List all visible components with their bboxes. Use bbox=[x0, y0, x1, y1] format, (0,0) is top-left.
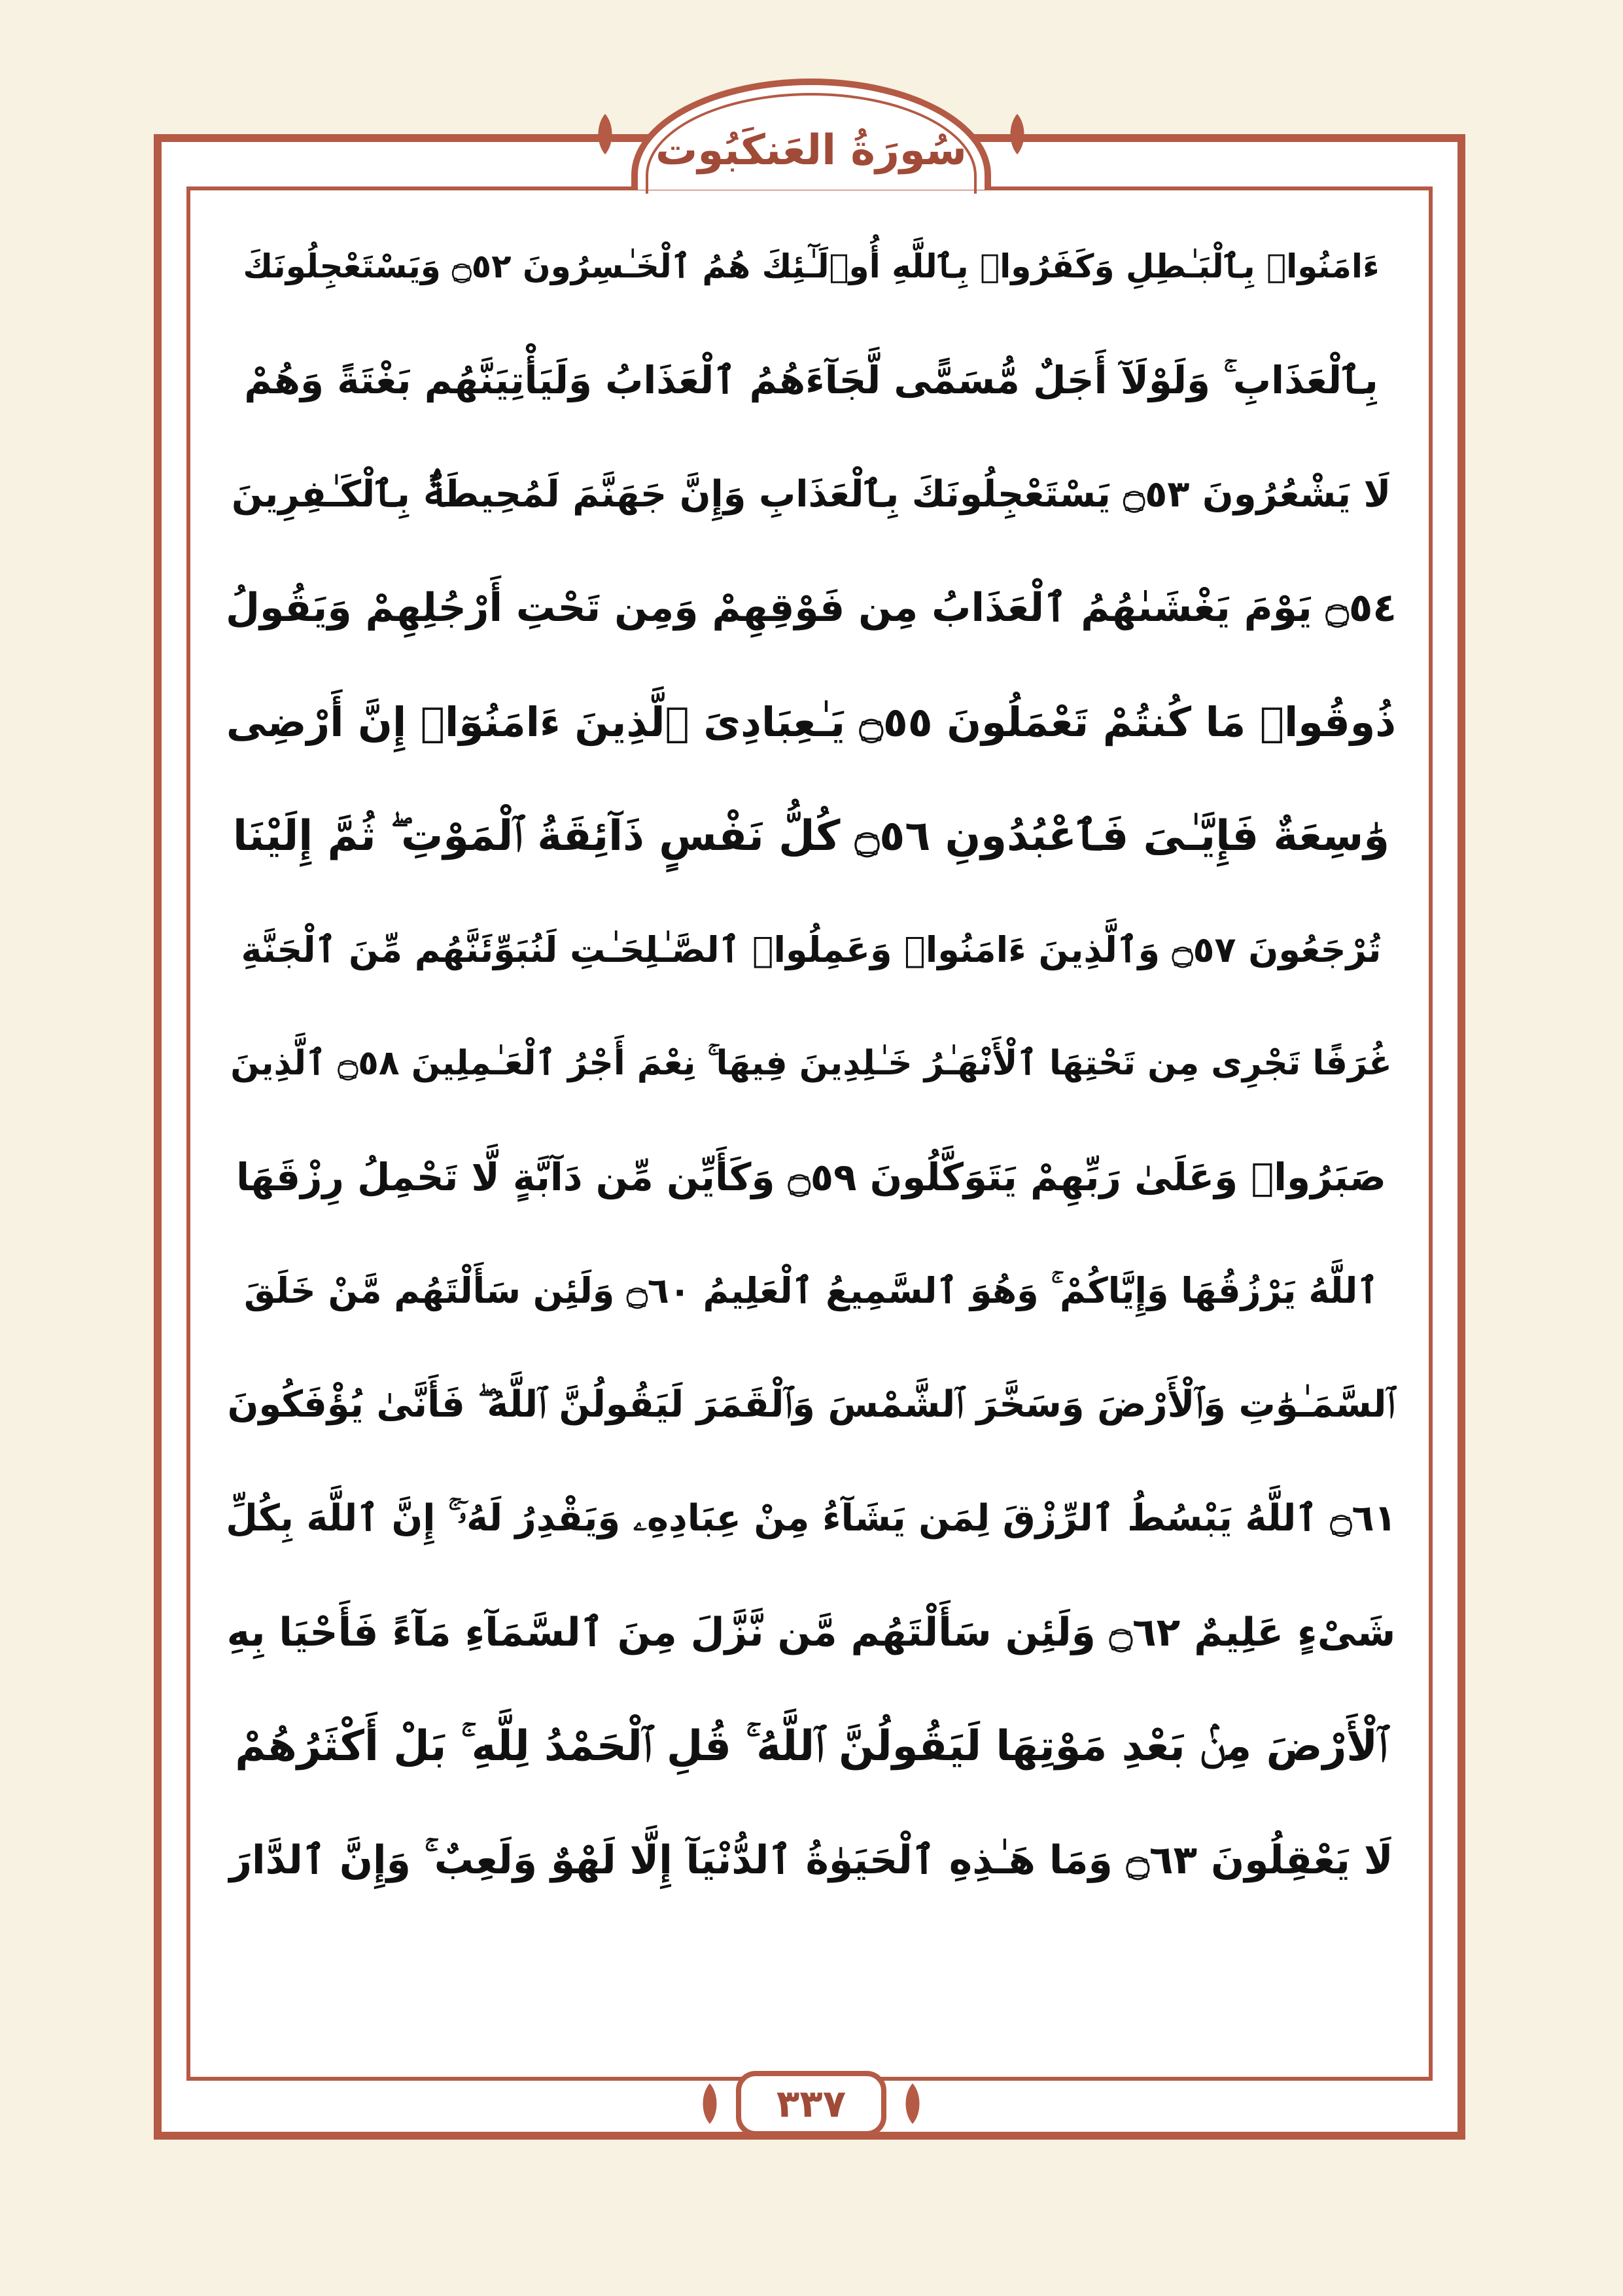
text-line: لَا يَشْعُرُونَ ۝٥٣ يَسْتَعْجِلُونَكَ بِٱلْعَذَابِ وَإِنَّ جَهَنَّمَ لَمُحِيطَةٌۢ بِٱلْكَـٰفِرِينَ bbox=[231, 472, 1391, 516]
right-footer-ornament-icon bbox=[899, 2081, 926, 2127]
text-line: ٱللَّهُ يَرْزُقُهَا وَإِيَّاكُمْ ۚ وَهُوَ ٱلسَّمِيعُ ٱلْعَلِيمُ ۝٦٠ وَلَئِن سَأَلْتَهُم مَّنْ خَلَقَ bbox=[244, 1270, 1378, 1311]
text-line: ۝٦١ ٱللَّهُ يَبْسُطُ ٱلرِّزْقَ لِمَن يَشَآءُ مِنْ عِبَادِهِۦ وَيَقْدِرُ لَهُۥٓ ۚ إِنَّ ٱللَّهَ بِكُلِّ bbox=[226, 1497, 1397, 1540]
surah-header-cartouche bbox=[631, 79, 991, 190]
text-line: ۝٥٤ يَوْمَ يَغْشَىٰهُمُ ٱلْعَذَابُ مِن فَوْقِهِمْ وَمِن تَحْتِ أَرْجُلِهِمْ وَيَقُولُ bbox=[226, 585, 1397, 631]
text-line: بِٱلْعَذَابِ ۚ وَلَوْلَآ أَجَلٌ مُّسَمًّى لَّجَآءَهُمُ ٱلْعَذَابُ وَلَيَأْتِيَنَّهُم بَغْتَةً وَهُمْ bbox=[244, 357, 1378, 402]
text-line: ٱلسَّمَـٰوَٰتِ وَٱلْأَرْضَ وَسَخَّرَ ٱلشَّمْسَ وَٱلْقَمَرَ لَيَقُولُنَّ ٱللَّهُ ۖ فَأَنَّىٰ يُؤْفَكُونَ bbox=[227, 1383, 1395, 1426]
surah-title: سُورَةُ العَنكَبُوت bbox=[655, 126, 967, 175]
page-number: ٣٣٧ bbox=[776, 2081, 846, 2126]
left-header-ornament-icon bbox=[592, 111, 618, 157]
text-line: ءَامَنُوا۟ بِٱلْبَـٰطِلِ وَكَفَرُوا۟ بِٱللَّهِ أُو۟لَـٰٓئِكَ هُمُ ٱلْخَـٰسِرُونَ ۝٥٢ وَيَسْتَعْجِلُونَكَ bbox=[243, 247, 1380, 285]
text-line: شَىْءٍ عَلِيمٌ ۝٦٢ وَلَئِن سَأَلْتَهُم مَّن نَّزَّلَ مِنَ ٱلسَّمَآءِ مَآءً فَأَحْيَا بِهِ bbox=[226, 1610, 1396, 1655]
text-line: ٱلْأَرْضَ مِنۢ بَعْدِ مَوْتِهَا لَيَقُولُنَّ ٱللَّهُ ۚ قُلِ ٱلْحَمْدُ لِلَّهِ ۚ بَلْ أَكْثَرُهُمْ bbox=[235, 1722, 1387, 1771]
text-line: تُرْجَعُونَ ۝٥٧ وَٱلَّذِينَ ءَامَنُوا۟ وَعَمِلُوا۟ ٱلصَّـٰلِحَـٰتِ لَنُبَوِّئَنَّهُم مِّنَ ٱلْجَنَّةِ bbox=[241, 928, 1382, 970]
right-header-ornament-icon bbox=[1004, 111, 1030, 157]
text-line: غُرَفًا تَجْرِى مِن تَحْتِهَا ٱلْأَنْهَـٰرُ خَـٰلِدِينَ فِيهَا ۚ نِعْمَ أَجْرُ ٱلْعَـٰمِلِينَ ۝٥٨ ٱلَّذِينَ bbox=[230, 1043, 1392, 1083]
page-number-cartouche bbox=[736, 2071, 886, 2136]
text-line: وَٰسِعَةٌ فَإِيَّـٰىَ فَٱعْبُدُونِ ۝٥٦ كُلُّ نَفْسٍ ذَآئِقَةُ ٱلْمَوْتِ ۖ ثُمَّ إِلَيْنَا bbox=[232, 811, 1390, 860]
left-footer-ornament-icon bbox=[697, 2081, 723, 2127]
text-line: صَبَرُوا۟ وَعَلَىٰ رَبِّهِمْ يَتَوَكَّلُونَ ۝٥٩ وَكَأَيِّن مِّن دَآبَّةٍ لَّا تَحْمِلُ رِزْقَهَا bbox=[236, 1155, 1386, 1199]
text-line: لَا يَعْقِلُونَ ۝٦٣ وَمَا هَـٰذِهِ ٱلْحَيَوٰةُ ٱلدُّنْيَآ إِلَّا لَهْوٌ وَلَعِبٌ ۚ وَإِنَّ ٱلدَّارَ bbox=[229, 1837, 1393, 1883]
quran-text-block bbox=[226, 209, 1397, 2048]
text-line: ذُوقُوا۟ مَا كُنتُمْ تَعْمَلُونَ ۝٥٥ يَـٰعِبَادِىَ ٱلَّذِينَ ءَامَنُوٓا۟ إِنَّ أَرْضِى bbox=[226, 698, 1397, 746]
